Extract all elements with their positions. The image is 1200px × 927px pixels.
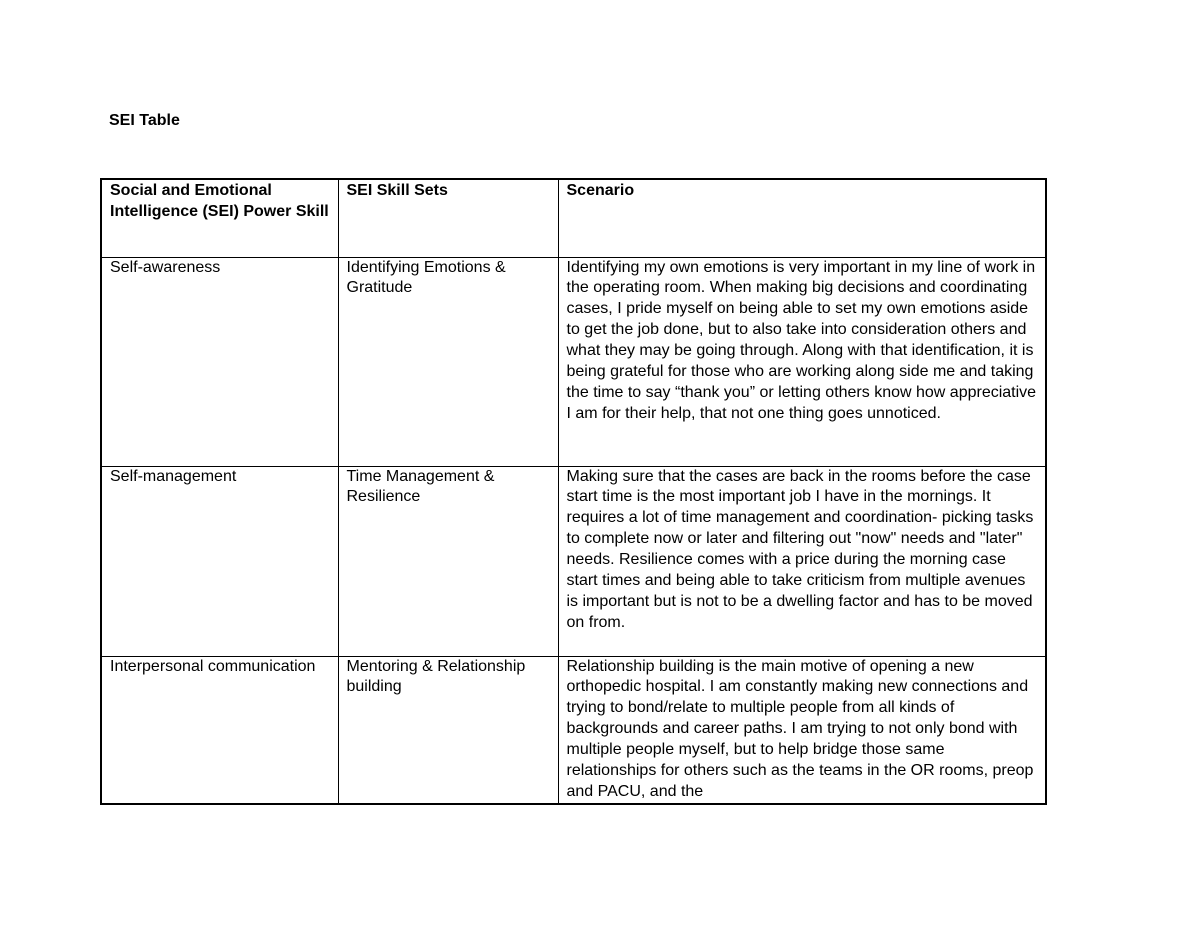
cell-power-skill: Self-management [101,466,338,656]
table-header-row [101,179,1046,257]
header-power-skill: Social and Emotional Intelligence (SEI) Power Skill [101,179,338,257]
cell-power-skill: Interpersonal communication [101,656,338,804]
cell-scenario: Making sure that the cases are back in the rooms before the case start time is the most important job I have in the mornings. It requires a lot of time management and coordination- picking tasks to complete now or later and filtering out "now" needs and "later" needs. Resilience comes with a price during the morning case start times and being able to take criticism from multiple avenues is important but is not to be a dwelling factor and has to be moved on from. [558,466,1046,656]
document-title: SEI Table [109,112,180,129]
cell-scenario: Identifying my own emotions is very important in my line of work in the operating room. When making big decisions and coordinating cases, I pride myself on being able to set my own emotions aside to get the job done, but to also take into consideration others and what they may be going through. Along with that identification, it is being grateful for those who are working along side me and taking the time to say “thank you” or letting others know how appreciative I am for their help, that not one thing goes unnoticed. [558,257,1046,466]
header-scenario: Scenario [558,179,1046,257]
table-row [101,466,1046,656]
sei-table [100,178,1047,805]
header-skill-sets: SEI Skill Sets [338,179,558,257]
cell-skill-sets: Mentoring & Relationship building [338,656,558,804]
cell-skill-sets: Time Management & Resilience [338,466,558,656]
cell-scenario: Relationship building is the main motive of opening a new orthopedic hospital. I am constantly making new connections and trying to bond/relate to multiple people from all kinds of backgrounds and career paths. I am trying to not only bond with multiple people myself, but to help bridge those same relationships for others such as the teams in the OR rooms, preop and PACU, and the [558,656,1046,804]
cell-skill-sets: Identifying Emotions & Gratitude [338,257,558,466]
table-row [101,257,1046,466]
table-row [101,656,1046,804]
cell-power-skill: Self-awareness [101,257,338,466]
